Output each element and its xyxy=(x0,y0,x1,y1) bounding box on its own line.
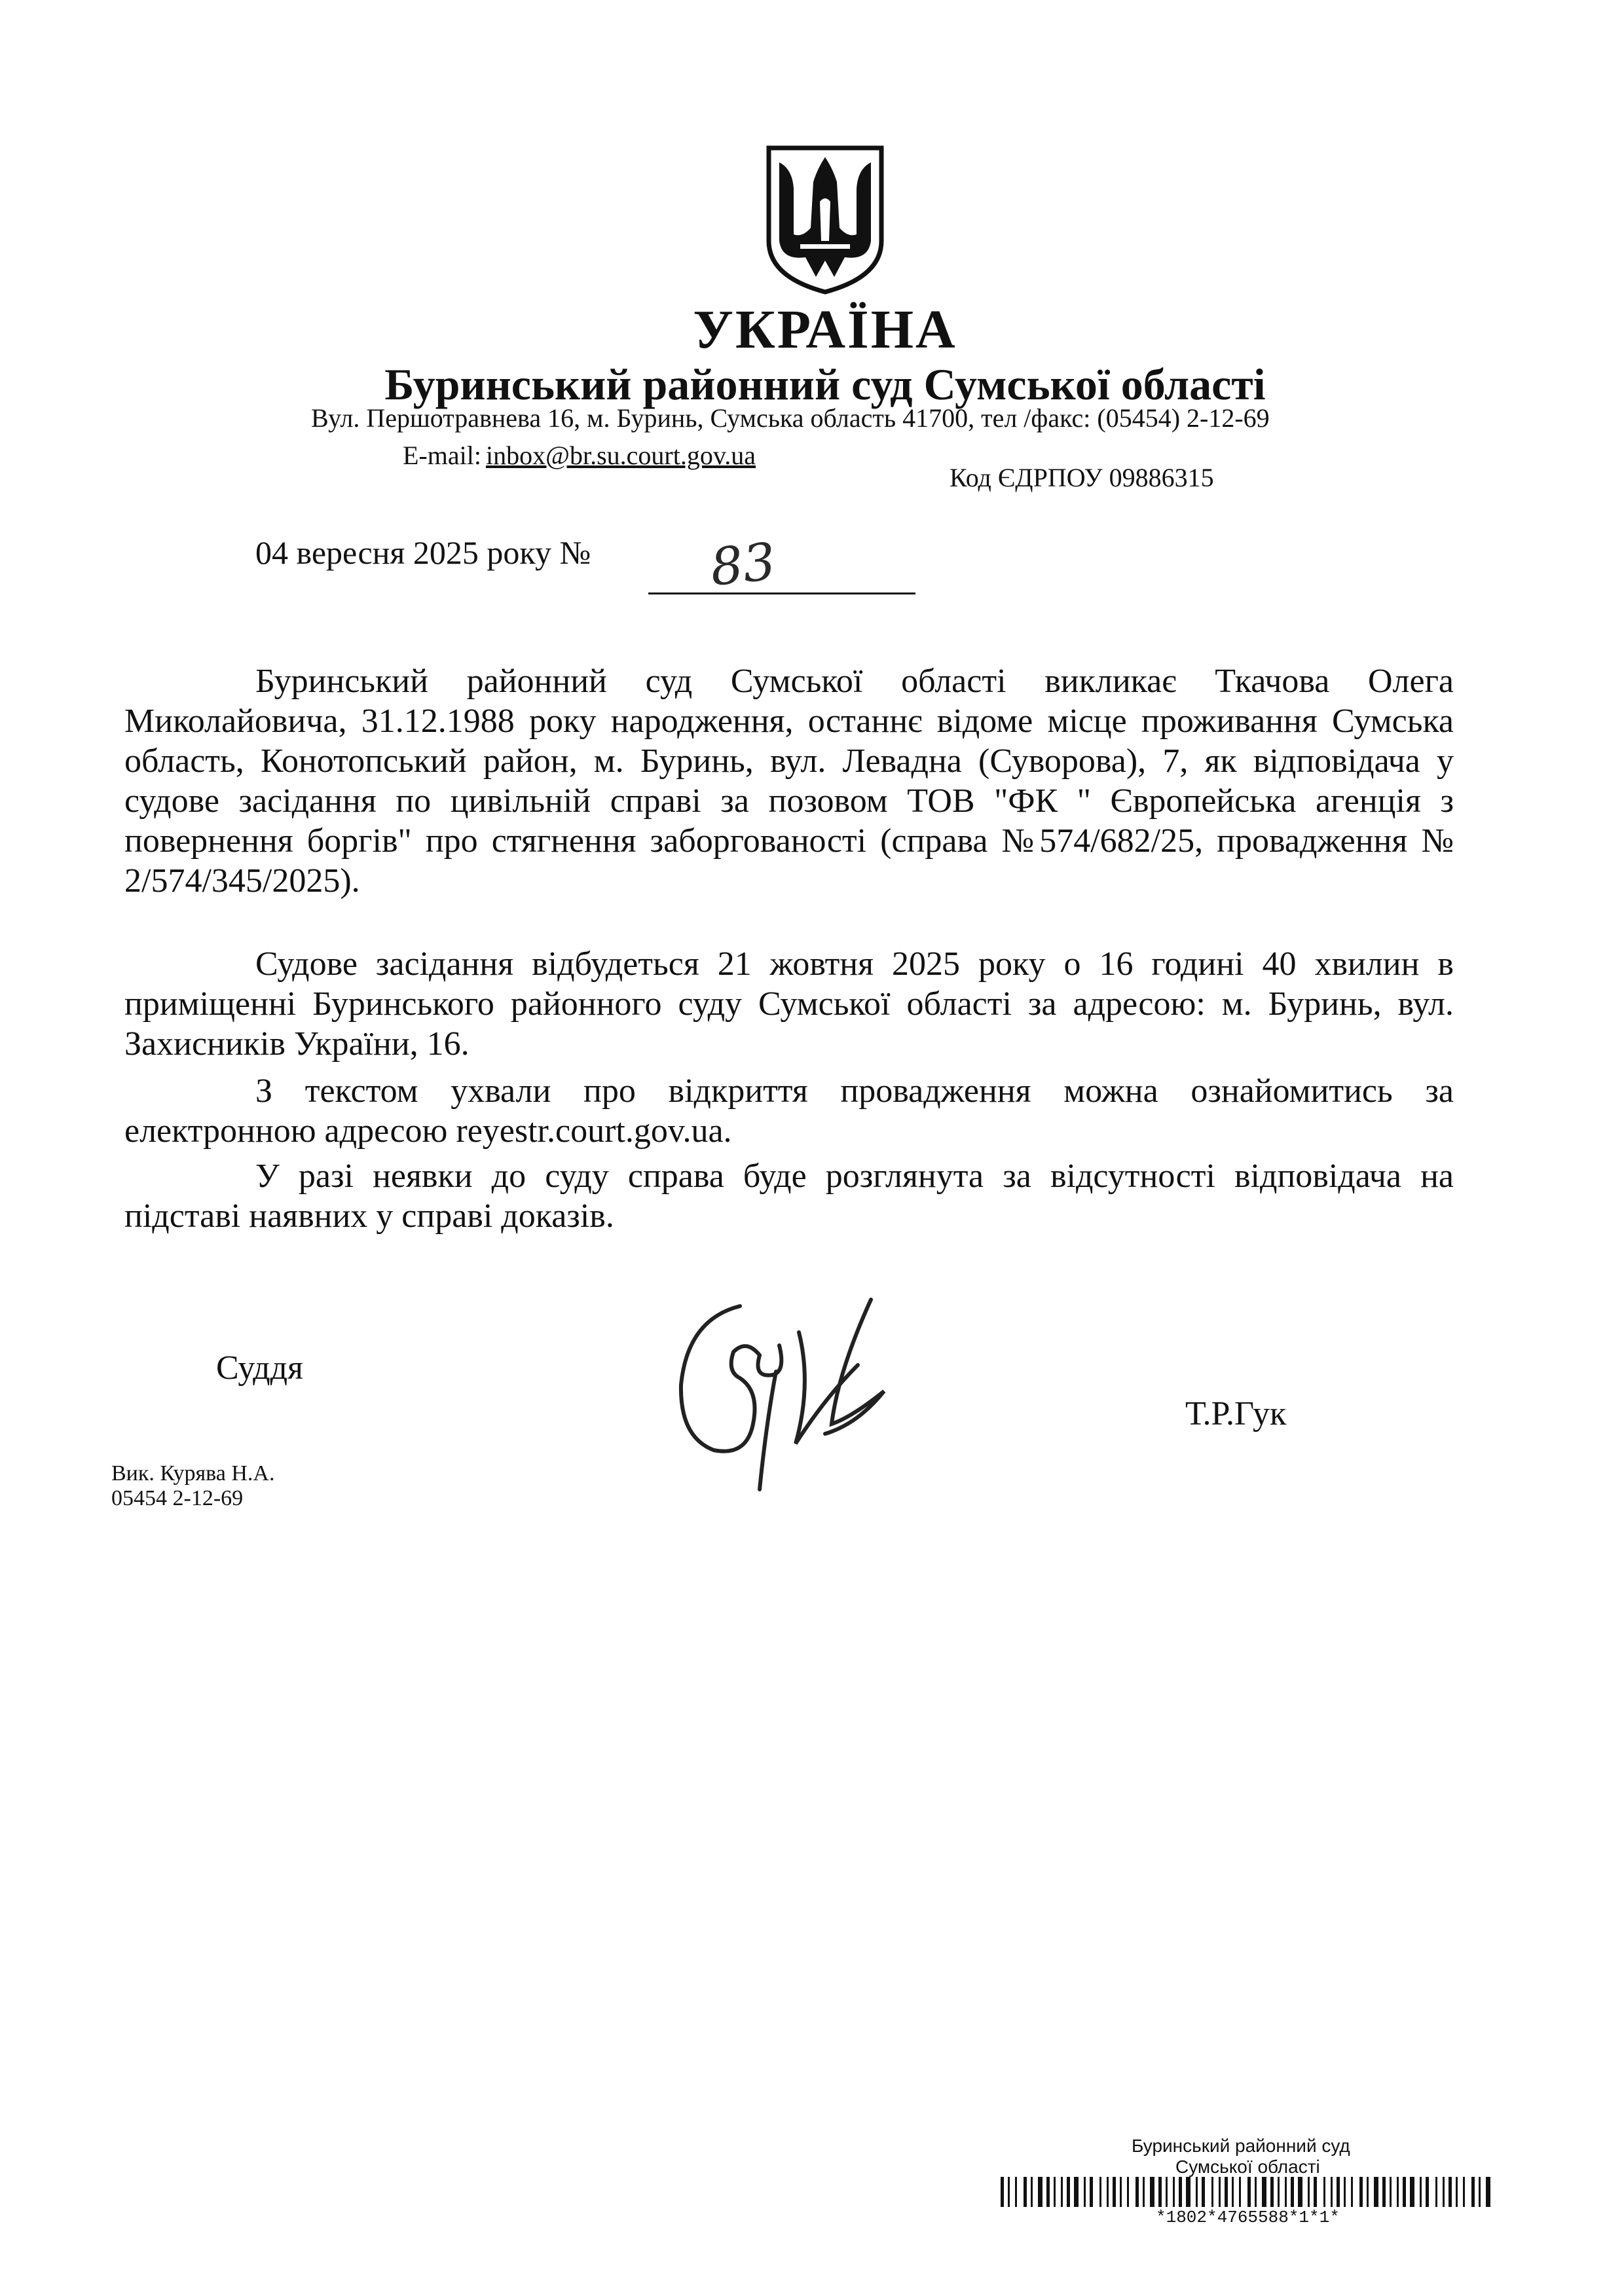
barcode-bar xyxy=(1024,2177,1027,2207)
barcode-bar xyxy=(1001,2177,1004,2207)
barcode-bar xyxy=(1090,2177,1093,2207)
barcode-bar xyxy=(1166,2177,1168,2207)
registration-stamp-line2: Сумської області xyxy=(1175,2157,1320,2177)
barcode-bar xyxy=(1196,2177,1198,2207)
barcode-bar xyxy=(1202,2177,1205,2207)
letter-number-handwritten: 83 xyxy=(707,532,779,598)
barcode-bar xyxy=(1135,2177,1139,2207)
barcode-bar xyxy=(1015,2177,1017,2207)
barcode-bar xyxy=(1038,2177,1043,2207)
barcode-bar xyxy=(1278,2177,1280,2207)
email-label: E-mail: xyxy=(403,441,481,470)
barcode-bar xyxy=(1262,2177,1266,2207)
email-link[interactable]: inbox@br.su.court.gov.ua xyxy=(486,441,756,470)
barcode-bar xyxy=(1247,2177,1251,2207)
barcode-bar xyxy=(1270,2177,1274,2207)
barcode-bar xyxy=(1374,2177,1378,2207)
barcode-bar xyxy=(1314,2177,1317,2207)
barcode-bar xyxy=(1113,2177,1116,2207)
barcode-bar xyxy=(1173,2177,1175,2207)
barcode-bar xyxy=(1456,2177,1458,2207)
barcode-bar xyxy=(1031,2177,1033,2207)
barcode-text: *1802*4765588*1*1* xyxy=(1156,2208,1340,2227)
barcode-bar xyxy=(1232,2177,1234,2207)
barcode-bar xyxy=(1471,2177,1475,2207)
judge-title: Суддя xyxy=(216,1349,303,1387)
barcode-bar xyxy=(1390,2177,1392,2207)
barcode-bar xyxy=(1046,2177,1050,2207)
coat-of-arms-icon xyxy=(760,143,891,297)
barcode-bar xyxy=(1403,2177,1406,2207)
barcode-bar xyxy=(1067,2177,1070,2207)
executor-name: Вик. Курява Н.А. xyxy=(111,1461,275,1485)
barcode-bar xyxy=(1298,2177,1302,2207)
number-underline xyxy=(648,592,915,594)
barcode-bar xyxy=(1344,2177,1346,2207)
barcode-bar xyxy=(1120,2177,1122,2207)
barcode-bar xyxy=(1323,2177,1325,2207)
handwritten-signature xyxy=(661,1293,910,1509)
barcode-bar xyxy=(1158,2177,1162,2207)
barcode-bar xyxy=(1255,2177,1257,2207)
barcode-bar xyxy=(1225,2177,1228,2207)
judge-name: Т.Р.Гук xyxy=(1185,1395,1287,1432)
barcode-bar xyxy=(1351,2177,1353,2207)
barcode-bar xyxy=(1150,2177,1154,2207)
barcode-bar xyxy=(1367,2177,1369,2207)
barcode-bar xyxy=(1143,2177,1145,2207)
body-paragraph-summons: Буринський районний суд Сумської області викликає Ткачова Олега Миколайовича, 31.12.1988 року народження, останнє відоме місце проживання Сумська область, Конотопський район, м. Буринь, вул. Левадна (Суворова), 7, як відповідача у судове засідання по цивільній справі за позовом ТОВ "ФК " Європейська агенція з повернення боргів" про стягнення заборгованості (справа №574/682/25, провадження № 2/574/345/2025). xyxy=(124,663,1454,900)
barcode-bar xyxy=(1435,2177,1437,2207)
barcode-bar xyxy=(1008,2177,1010,2207)
country-title: УКРАЇНА xyxy=(693,299,957,360)
barcode-bar xyxy=(1291,2177,1294,2207)
barcode-bar xyxy=(1479,2177,1481,2207)
barcode-bar xyxy=(1074,2177,1079,2207)
executor-phone: 05454 2-12-69 xyxy=(111,1486,244,1510)
court-address: Вул. Першотравнева 16, м. Буринь, Сумська область 41700, тел /факс: (05454) 2-12-69 xyxy=(311,403,1270,433)
barcode-bar xyxy=(1054,2177,1056,2207)
barcode-bar xyxy=(1127,2177,1129,2207)
barcode-bar xyxy=(1410,2177,1414,2207)
letter-date: 04 вересня 2025 року № xyxy=(255,534,591,571)
barcode-bar xyxy=(1099,2177,1101,2207)
barcode-bar xyxy=(1186,2177,1190,2207)
barcode-bar xyxy=(1219,2177,1221,2207)
barcode-bar xyxy=(1382,2177,1386,2207)
barcode-bar xyxy=(1084,2177,1086,2207)
barcode-bar xyxy=(1061,2177,1063,2207)
barcode-bar xyxy=(1463,2177,1465,2207)
barcode-bar xyxy=(1420,2177,1422,2207)
barcode-bar xyxy=(1285,2177,1287,2207)
barcode-bar xyxy=(1426,2177,1429,2207)
barcode-bar xyxy=(1337,2177,1340,2207)
body-paragraph-ruling: З текстом ухвали про відкриття провадження можна ознайомитись за електронною адресою reyestr.court.gov.ua. xyxy=(124,1072,1454,1150)
barcode-bar xyxy=(1397,2177,1399,2207)
body-paragraph-hearing: Судове засідання відбудеться 21 жовтня 2025 року о 16 годині 40 хвилин в приміщенні Буринського районного суду Сумської області за адресою: м. Буринь, вул. Захисників України, 16. xyxy=(124,945,1454,1063)
barcode-bar xyxy=(1239,2177,1241,2207)
edrpou-code: Код ЄДРПОУ 09886315 xyxy=(950,463,1214,492)
barcode-bar xyxy=(1179,2177,1182,2207)
barcode-bar xyxy=(1211,2177,1213,2207)
barcode xyxy=(1001,2177,1493,2207)
barcode-bar xyxy=(1449,2177,1452,2207)
registration-stamp-line1: Буринський районний суд xyxy=(1132,2136,1350,2156)
barcode-bar xyxy=(1308,2177,1310,2207)
barcode-bar xyxy=(1331,2177,1333,2207)
barcode-bar xyxy=(1443,2177,1445,2207)
body-paragraph-absence: У разі неявки до суду справа буде розглянута за відсутності відповідача на підставі наявних у справі доказів. xyxy=(124,1157,1454,1235)
barcode-bar xyxy=(1359,2177,1363,2207)
barcode-bar xyxy=(1107,2177,1109,2207)
barcode-bar xyxy=(1486,2177,1490,2207)
court-name: Буринський районний суд Сумської області xyxy=(384,359,1266,409)
